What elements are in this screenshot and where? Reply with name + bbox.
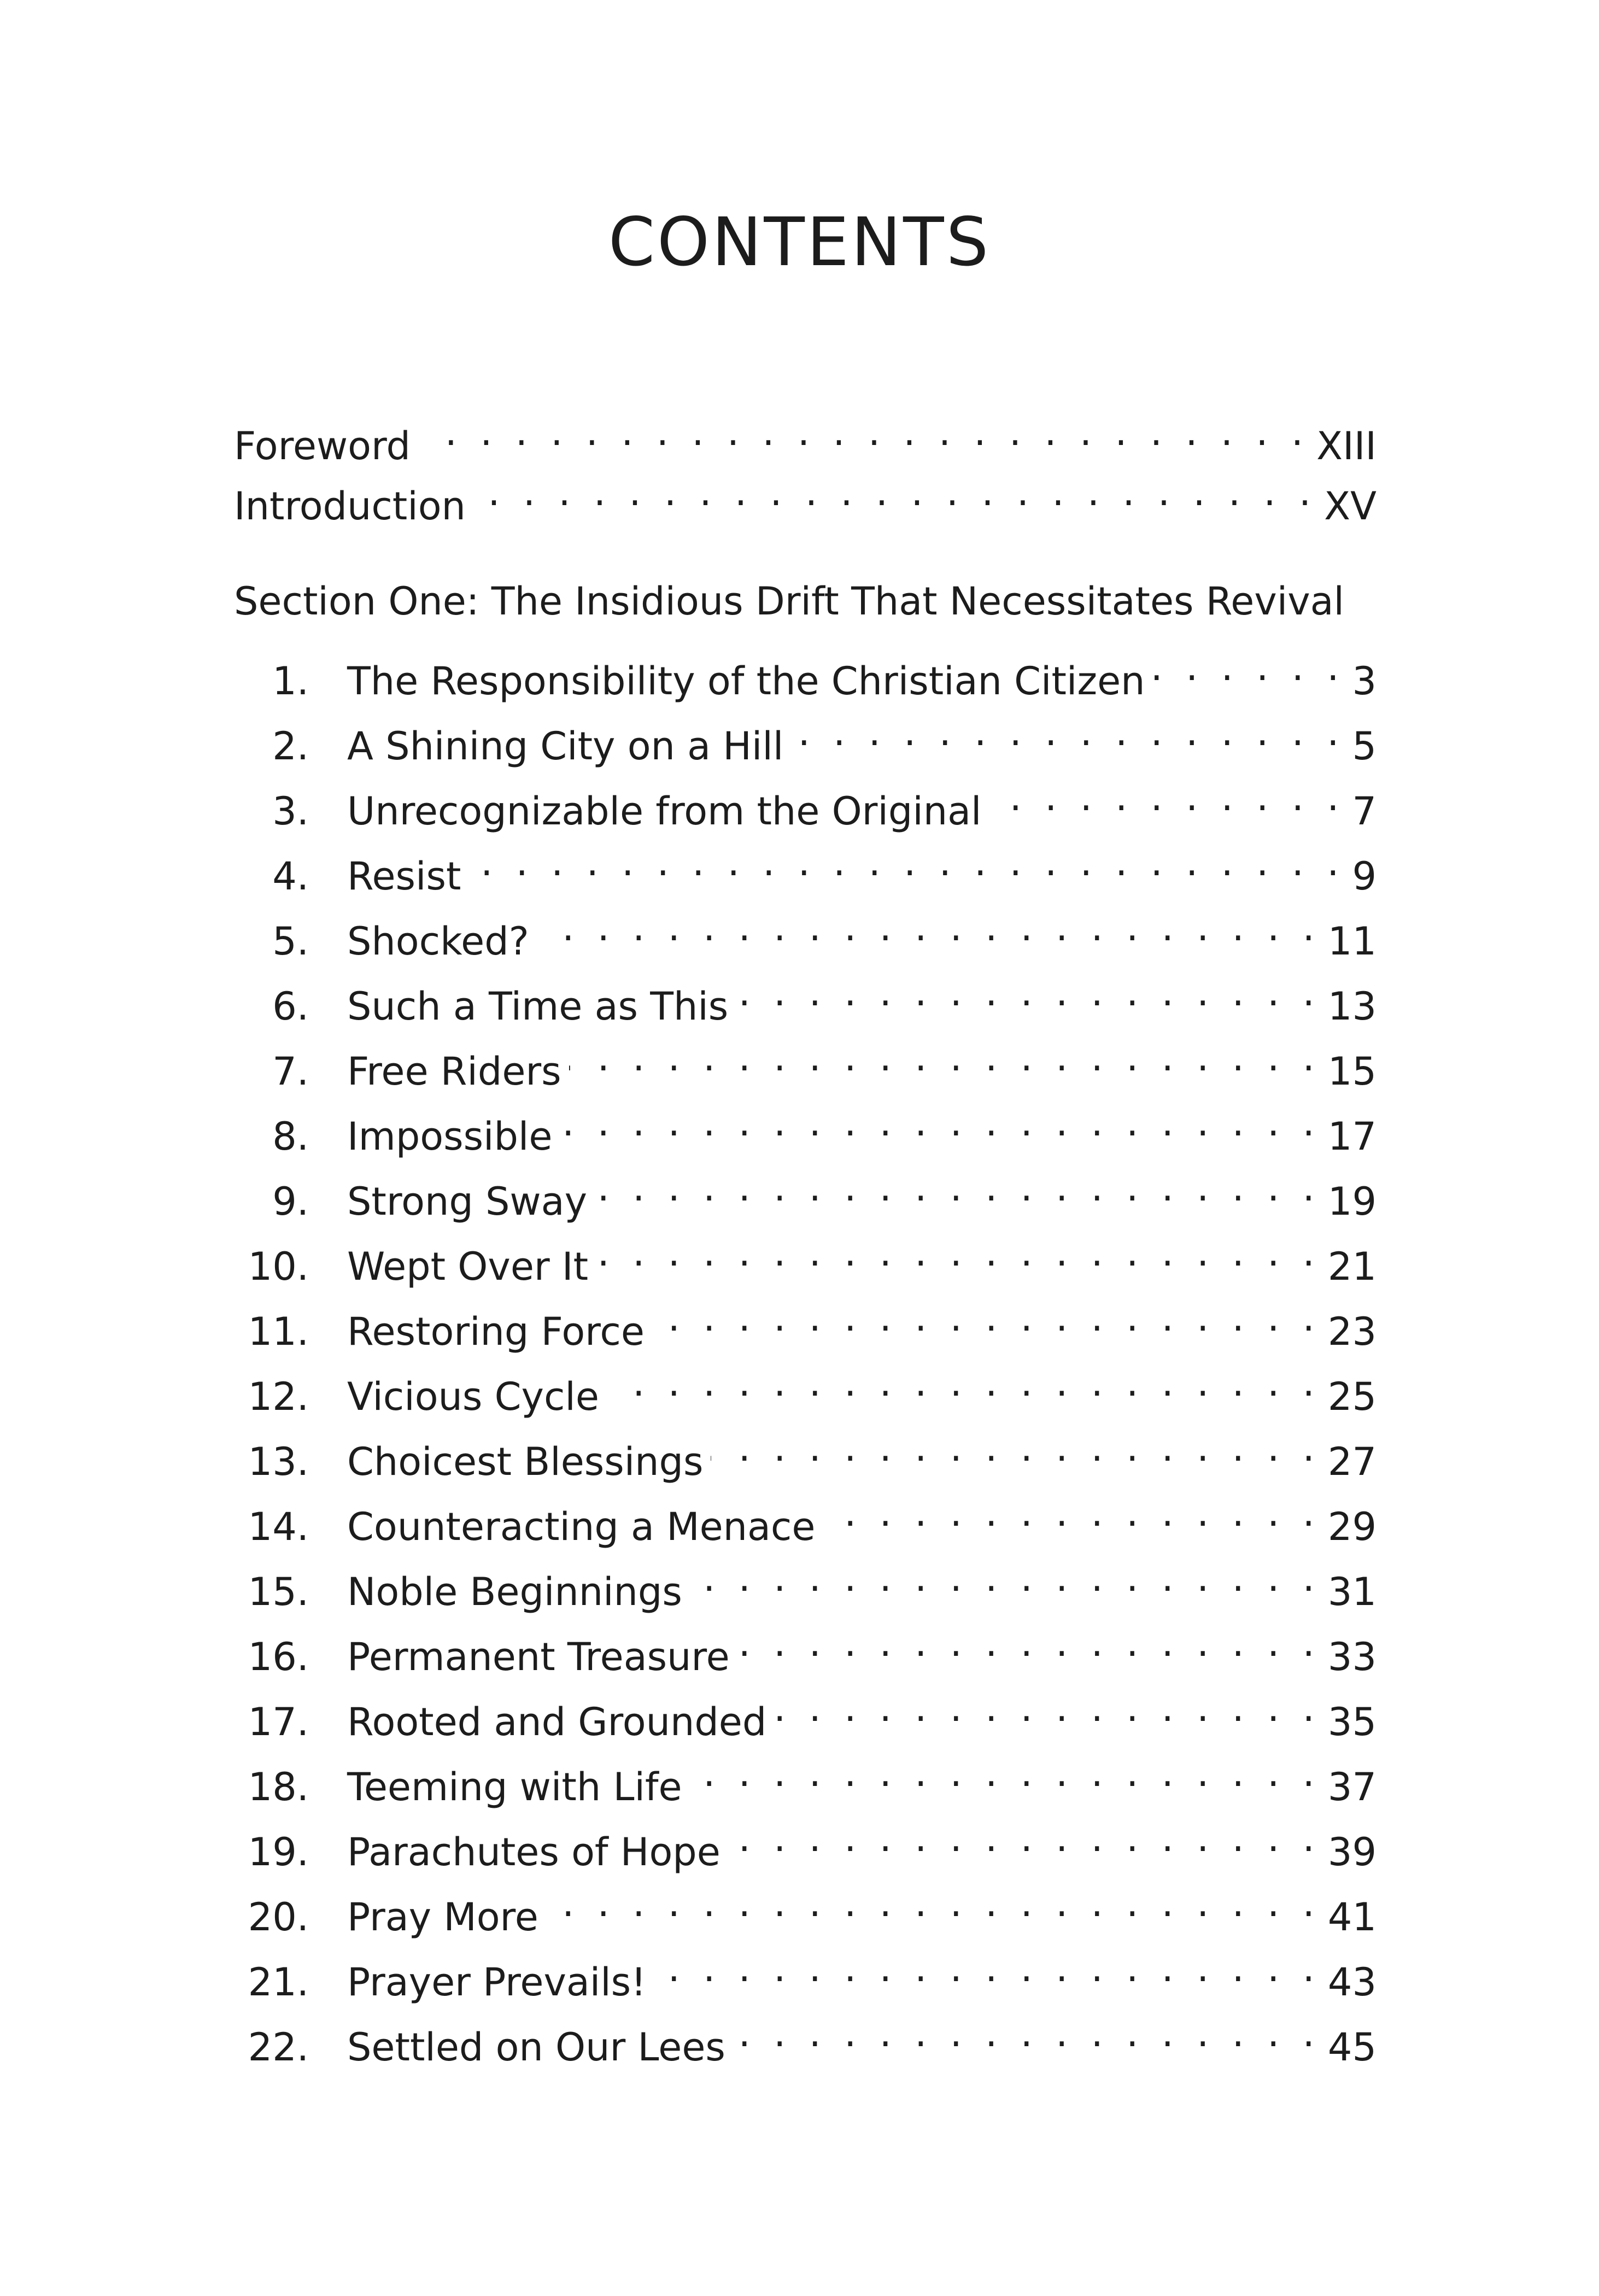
- toc-entry-page: 15: [1327, 1049, 1377, 1094]
- chapter-number: 22.: [248, 2025, 309, 2070]
- toc-entry-chapter[interactable]: [234, 640, 1377, 704]
- toc-entry-label: Noble Beginnings: [347, 1569, 682, 1614]
- toc-entry-chapter[interactable]: [234, 965, 1377, 1029]
- chapter-number: 12.: [248, 1374, 309, 1419]
- toc-entry-chapter[interactable]: [234, 1290, 1377, 1354]
- toc-entry-label: Free Riders: [347, 1049, 561, 1094]
- section-heading: Section One: The Insidious Drift That Necessitates Revival: [234, 579, 1344, 624]
- dot-leader: [473, 465, 1316, 519]
- chapter-number: 17.: [248, 1700, 309, 1744]
- toc-entry-chapter[interactable]: [234, 1550, 1377, 1614]
- toc-entry-page: 29: [1327, 1504, 1377, 1549]
- dot-leader: [607, 1355, 1320, 1410]
- toc-entry-chapter[interactable]: [234, 1355, 1377, 1419]
- toc-entry-page: 37: [1327, 1765, 1377, 1809]
- toc-entry-page: 33: [1327, 1635, 1377, 1679]
- dot-leader: [569, 1030, 1320, 1085]
- toc-entry-page: 25: [1327, 1374, 1377, 1419]
- toc-entry-label: Such a Time as This: [347, 984, 729, 1029]
- chapter-number: 15.: [248, 1569, 309, 1614]
- toc-entry-label: Impossible: [347, 1114, 553, 1159]
- dot-leader: [418, 405, 1309, 459]
- toc-entry-label: Restoring Force: [347, 1309, 645, 1354]
- toc-entry-label: The Responsibility of the Christian Citizen: [347, 659, 1145, 704]
- toc-entry-chapter[interactable]: [234, 1030, 1377, 1094]
- toc-entry-chapter[interactable]: [234, 1680, 1377, 1744]
- toc-entry-page: 17: [1327, 1114, 1377, 1159]
- toc-entry-label: Choicest Blessings: [347, 1439, 704, 1484]
- toc-entry-chapter[interactable]: [234, 1420, 1377, 1484]
- toc-entry-page: 27: [1327, 1439, 1377, 1484]
- chapter-number: 9.: [272, 1179, 309, 1224]
- chapter-number: 7.: [272, 1049, 309, 1094]
- dot-leader: [711, 1420, 1320, 1475]
- dot-leader: [774, 1680, 1320, 1735]
- toc-entry-label: Rooted and Grounded: [347, 1700, 767, 1744]
- dot-leader: [537, 900, 1320, 954]
- page-title: CONTENTS: [608, 203, 991, 281]
- chapter-number: 19.: [248, 1830, 309, 1875]
- dot-leader: [546, 1876, 1320, 1930]
- dot-leader: [654, 1941, 1320, 1995]
- toc-entry-page: XIII: [1316, 424, 1377, 468]
- dot-leader: [596, 1225, 1320, 1280]
- toc-entry-label: Teeming with Life: [347, 1765, 682, 1809]
- toc-entry-foreword[interactable]: [234, 405, 1377, 468]
- chapter-number: 11.: [248, 1309, 309, 1354]
- chapter-number: 8.: [272, 1114, 309, 1159]
- chapter-number: 13.: [248, 1439, 309, 1484]
- toc-entry-page: 39: [1327, 1830, 1377, 1875]
- toc-entry-label: Pray More: [347, 1895, 538, 1940]
- toc-entry-page: 45: [1327, 2025, 1377, 2070]
- chapter-number: 3.: [272, 789, 309, 834]
- toc-entry-label: Resist: [347, 854, 461, 899]
- toc-entry-chapter[interactable]: [234, 900, 1377, 964]
- toc-entry-label: Counteracting a Menace: [347, 1504, 816, 1549]
- dot-leader: [791, 705, 1344, 759]
- chapter-number: 20.: [248, 1895, 309, 1940]
- toc-entry-chapter[interactable]: [234, 1225, 1377, 1289]
- toc-entry-label: Foreword: [234, 424, 411, 468]
- chapter-number: 5.: [272, 919, 309, 964]
- toc-entry-chapter[interactable]: [234, 770, 1377, 834]
- chapter-number: 6.: [272, 984, 309, 1029]
- dot-leader: [733, 2006, 1320, 2060]
- toc-entry-label: Prayer Prevails!: [347, 1960, 647, 2005]
- toc-entry-chapter[interactable]: [234, 1746, 1377, 1809]
- toc-entry-page: 31: [1327, 1569, 1377, 1614]
- toc-entry-label: A Shining City on a Hill: [347, 724, 784, 769]
- dot-leader: [823, 1485, 1320, 1540]
- chapter-number: 21.: [248, 1960, 309, 2005]
- toc-entry-chapter[interactable]: [234, 1485, 1377, 1549]
- toc-entry-page: 21: [1327, 1244, 1377, 1289]
- toc-entry-chapter[interactable]: [234, 1876, 1377, 1940]
- toc-entry-page: 19: [1327, 1179, 1377, 1224]
- chapter-number: 14.: [248, 1504, 309, 1549]
- toc-entry-page: 43: [1327, 1960, 1377, 2005]
- dot-leader: [595, 1160, 1320, 1215]
- toc-entry-chapter[interactable]: [234, 1811, 1377, 1875]
- toc-entry-page: 23: [1327, 1309, 1377, 1354]
- chapter-number: 16.: [248, 1635, 309, 1679]
- toc-entry-label: Permanent Treasure: [347, 1635, 730, 1679]
- dot-leader: [468, 835, 1344, 889]
- toc-entry-page: 9: [1352, 854, 1377, 899]
- toc-entry-chapter[interactable]: [234, 1615, 1377, 1679]
- dot-leader: [690, 1746, 1320, 1800]
- toc-entry-label: Unrecognizable from the Original: [347, 789, 982, 834]
- dot-leader: [560, 1095, 1320, 1150]
- chapter-number: 1.: [272, 659, 309, 704]
- toc-entry-label: Parachutes of Hope: [347, 1830, 721, 1875]
- chapter-number: 10.: [248, 1244, 309, 1289]
- dot-leader: [737, 1615, 1320, 1670]
- dot-leader: [652, 1290, 1320, 1345]
- chapter-number: 2.: [272, 724, 309, 769]
- toc-entry-chapter[interactable]: [234, 1941, 1377, 2005]
- chapter-number: 18.: [248, 1765, 309, 1809]
- toc-entry-page: 5: [1352, 724, 1377, 769]
- dot-leader: [1153, 640, 1345, 694]
- toc-entry-label: Shocked?: [347, 919, 529, 964]
- dot-leader: [728, 1811, 1320, 1865]
- toc-entry-page: 35: [1327, 1700, 1377, 1744]
- toc-entry-chapter[interactable]: [234, 2006, 1377, 2070]
- toc-entry-label: Introduction: [234, 484, 466, 529]
- toc-entry-label: Strong Sway: [347, 1179, 588, 1224]
- dot-leader: [736, 965, 1320, 1020]
- dot-leader: [690, 1550, 1320, 1605]
- toc-entry-label: Vicious Cycle: [347, 1374, 599, 1419]
- toc-entry-page: 41: [1327, 1895, 1377, 1940]
- toc-entry-chapter[interactable]: [234, 705, 1377, 769]
- toc-entry-introduction[interactable]: [234, 465, 1377, 529]
- toc-entry-page: 3: [1352, 659, 1377, 704]
- dot-leader: [989, 770, 1345, 824]
- toc-entry-chapter[interactable]: [234, 1095, 1377, 1159]
- toc-entry-page: XV: [1324, 484, 1377, 529]
- toc-entry-label: Settled on Our Lees: [347, 2025, 725, 2070]
- toc-entry-page: 13: [1327, 984, 1377, 1029]
- chapter-number: 4.: [272, 854, 309, 899]
- toc-entry-chapter[interactable]: [234, 835, 1377, 899]
- toc-entry-label: Wept Over It: [347, 1244, 589, 1289]
- toc-entry-page: 7: [1352, 789, 1377, 834]
- toc-entry-chapter[interactable]: [234, 1160, 1377, 1224]
- toc-entry-page: 11: [1327, 919, 1377, 964]
